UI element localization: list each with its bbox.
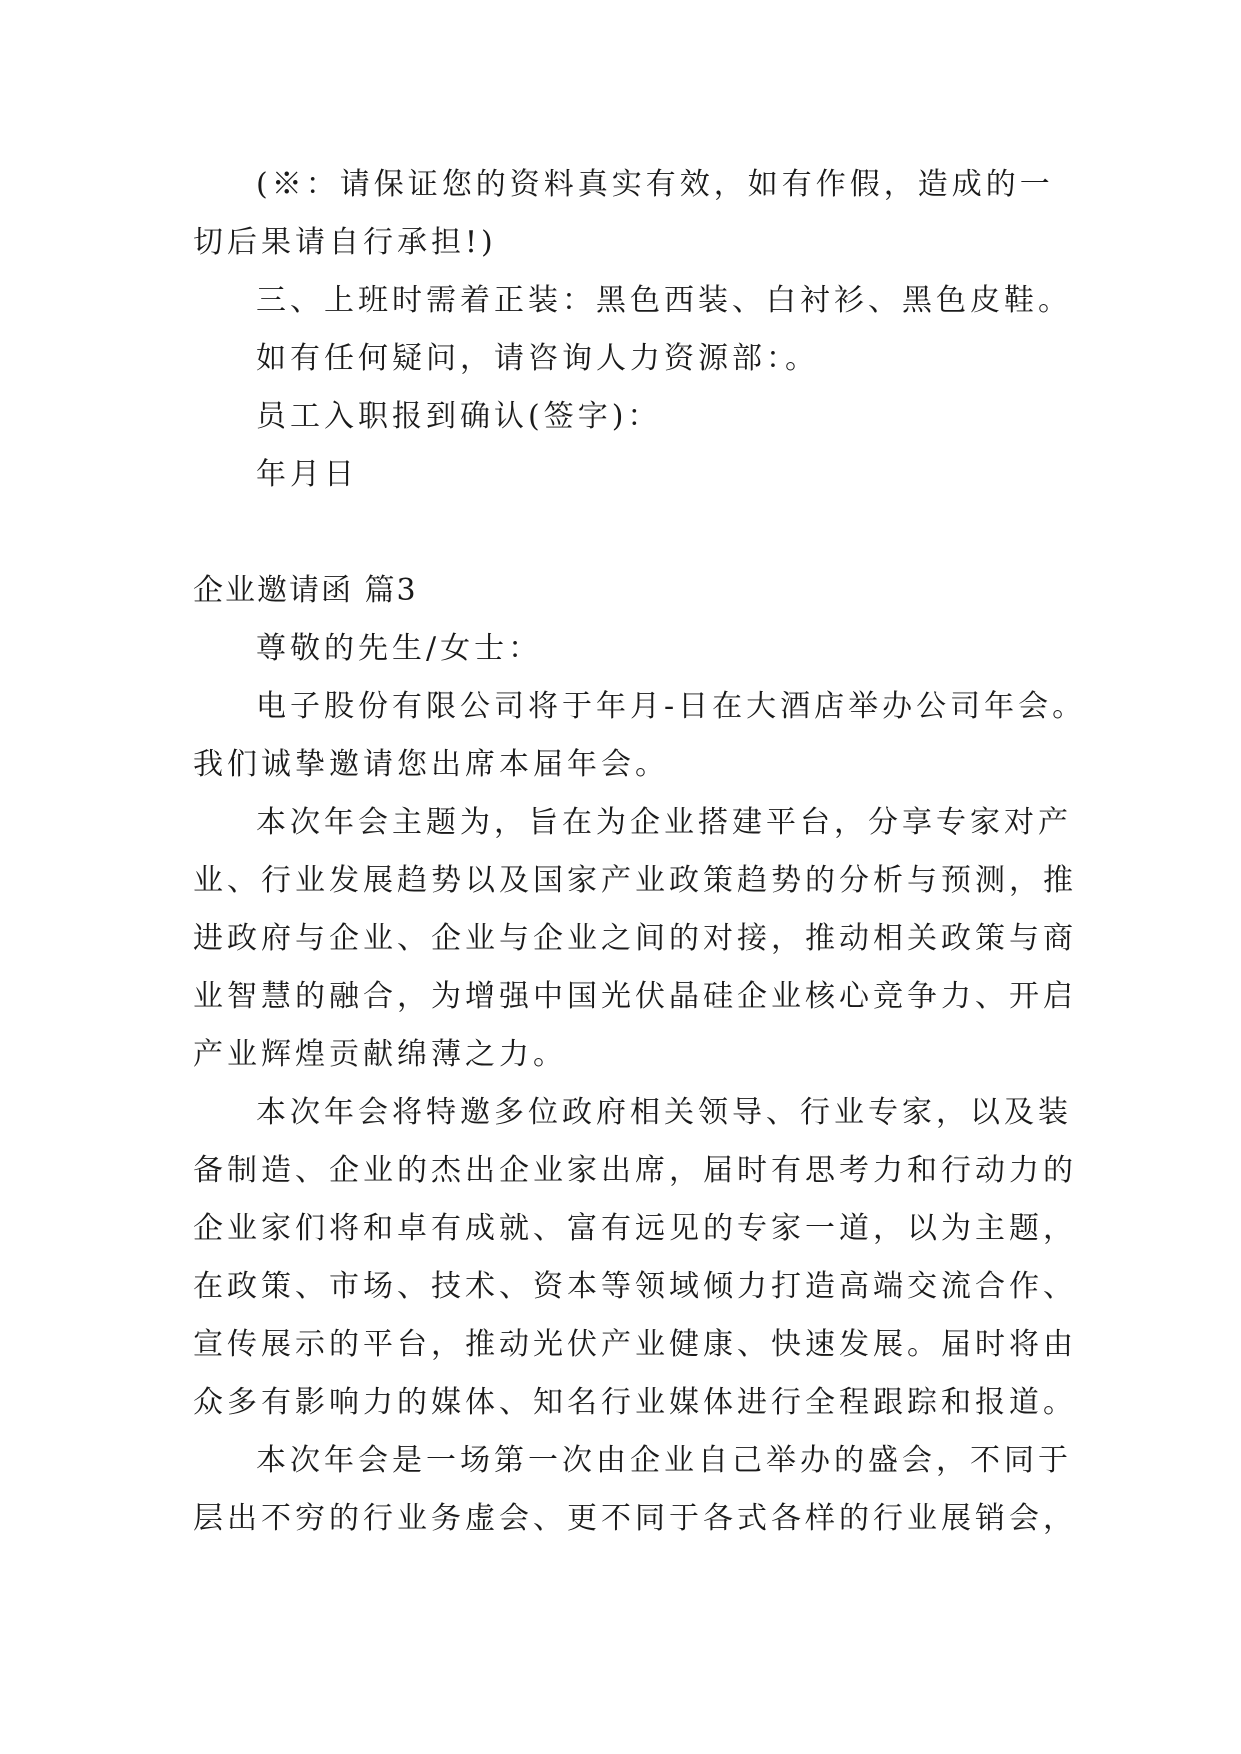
paragraph-line: 业智慧的融合，为增强中国光伏晶硅企业核心竞争力、开启	[193, 979, 1077, 1014]
salutation-line: 尊敬的先生/女士：	[256, 631, 543, 666]
paragraph-line: 本次年会主题为，旨在为企业搭建平台，分享专家对产	[256, 805, 1072, 840]
paragraph-line: 备制造、企业的杰出企业家出席，届时有思考力和行动力的	[193, 1153, 1077, 1188]
paragraph-line: 电子股份有限公司将于年月-日在大酒店举办公司年会。	[256, 689, 1087, 724]
section-2	[193, 562, 1087, 1548]
section-heading: 企业邀请函 篇3	[193, 573, 418, 608]
paragraph-line: 在政策、市场、技术、资本等领域倾力打造高端交流合作、	[193, 1269, 1077, 1304]
paragraph-line: 进政府与企业、企业与企业之间的对接，推动相关政策与商	[193, 921, 1077, 956]
paragraph-line: (※：请保证您的资料真实有效，如有作假，造成的一	[256, 167, 1054, 202]
section-1	[193, 156, 1073, 504]
paragraph-line: 层出不穷的行业务虚会、更不同于各式各样的行业展销会，	[193, 1501, 1077, 1536]
paragraph-line: 我们诚挚邀请您出席本届年会。	[193, 747, 669, 782]
paragraph-line: 企业家们将和卓有成就、富有远见的专家一道，以为主题，	[193, 1211, 1077, 1246]
paragraph-line: 年月日	[256, 457, 358, 492]
paragraph-line: 切后果请自行承担!)	[193, 225, 497, 260]
paragraph-line: 众多有影响力的媒体、知名行业媒体进行全程跟踪和报道。	[193, 1385, 1077, 1420]
paragraph-line: 员工入职报到确认(签字)：	[256, 399, 662, 434]
paragraph-line: 产业辉煌贡献绵薄之力。	[193, 1037, 567, 1072]
paragraph-line: 本次年会将特邀多位政府相关领导、行业专家，以及装	[256, 1095, 1072, 1130]
paragraph-line: 本次年会是一场第一次由企业自己举办的盛会，不同于	[256, 1443, 1072, 1478]
paragraph-line: 业、行业发展趋势以及国家产业政策趋势的分析与预测，推	[193, 863, 1077, 898]
paragraph-line: 如有任何疑问，请咨询人力资源部：。	[256, 341, 819, 376]
paragraph-line: 三、上班时需着正装：黑色西装、白衬衫、黑色皮鞋。	[256, 283, 1072, 318]
paragraph-line: 宣传展示的平台，推动光伏产业健康、快速发展。届时将由	[193, 1327, 1077, 1362]
